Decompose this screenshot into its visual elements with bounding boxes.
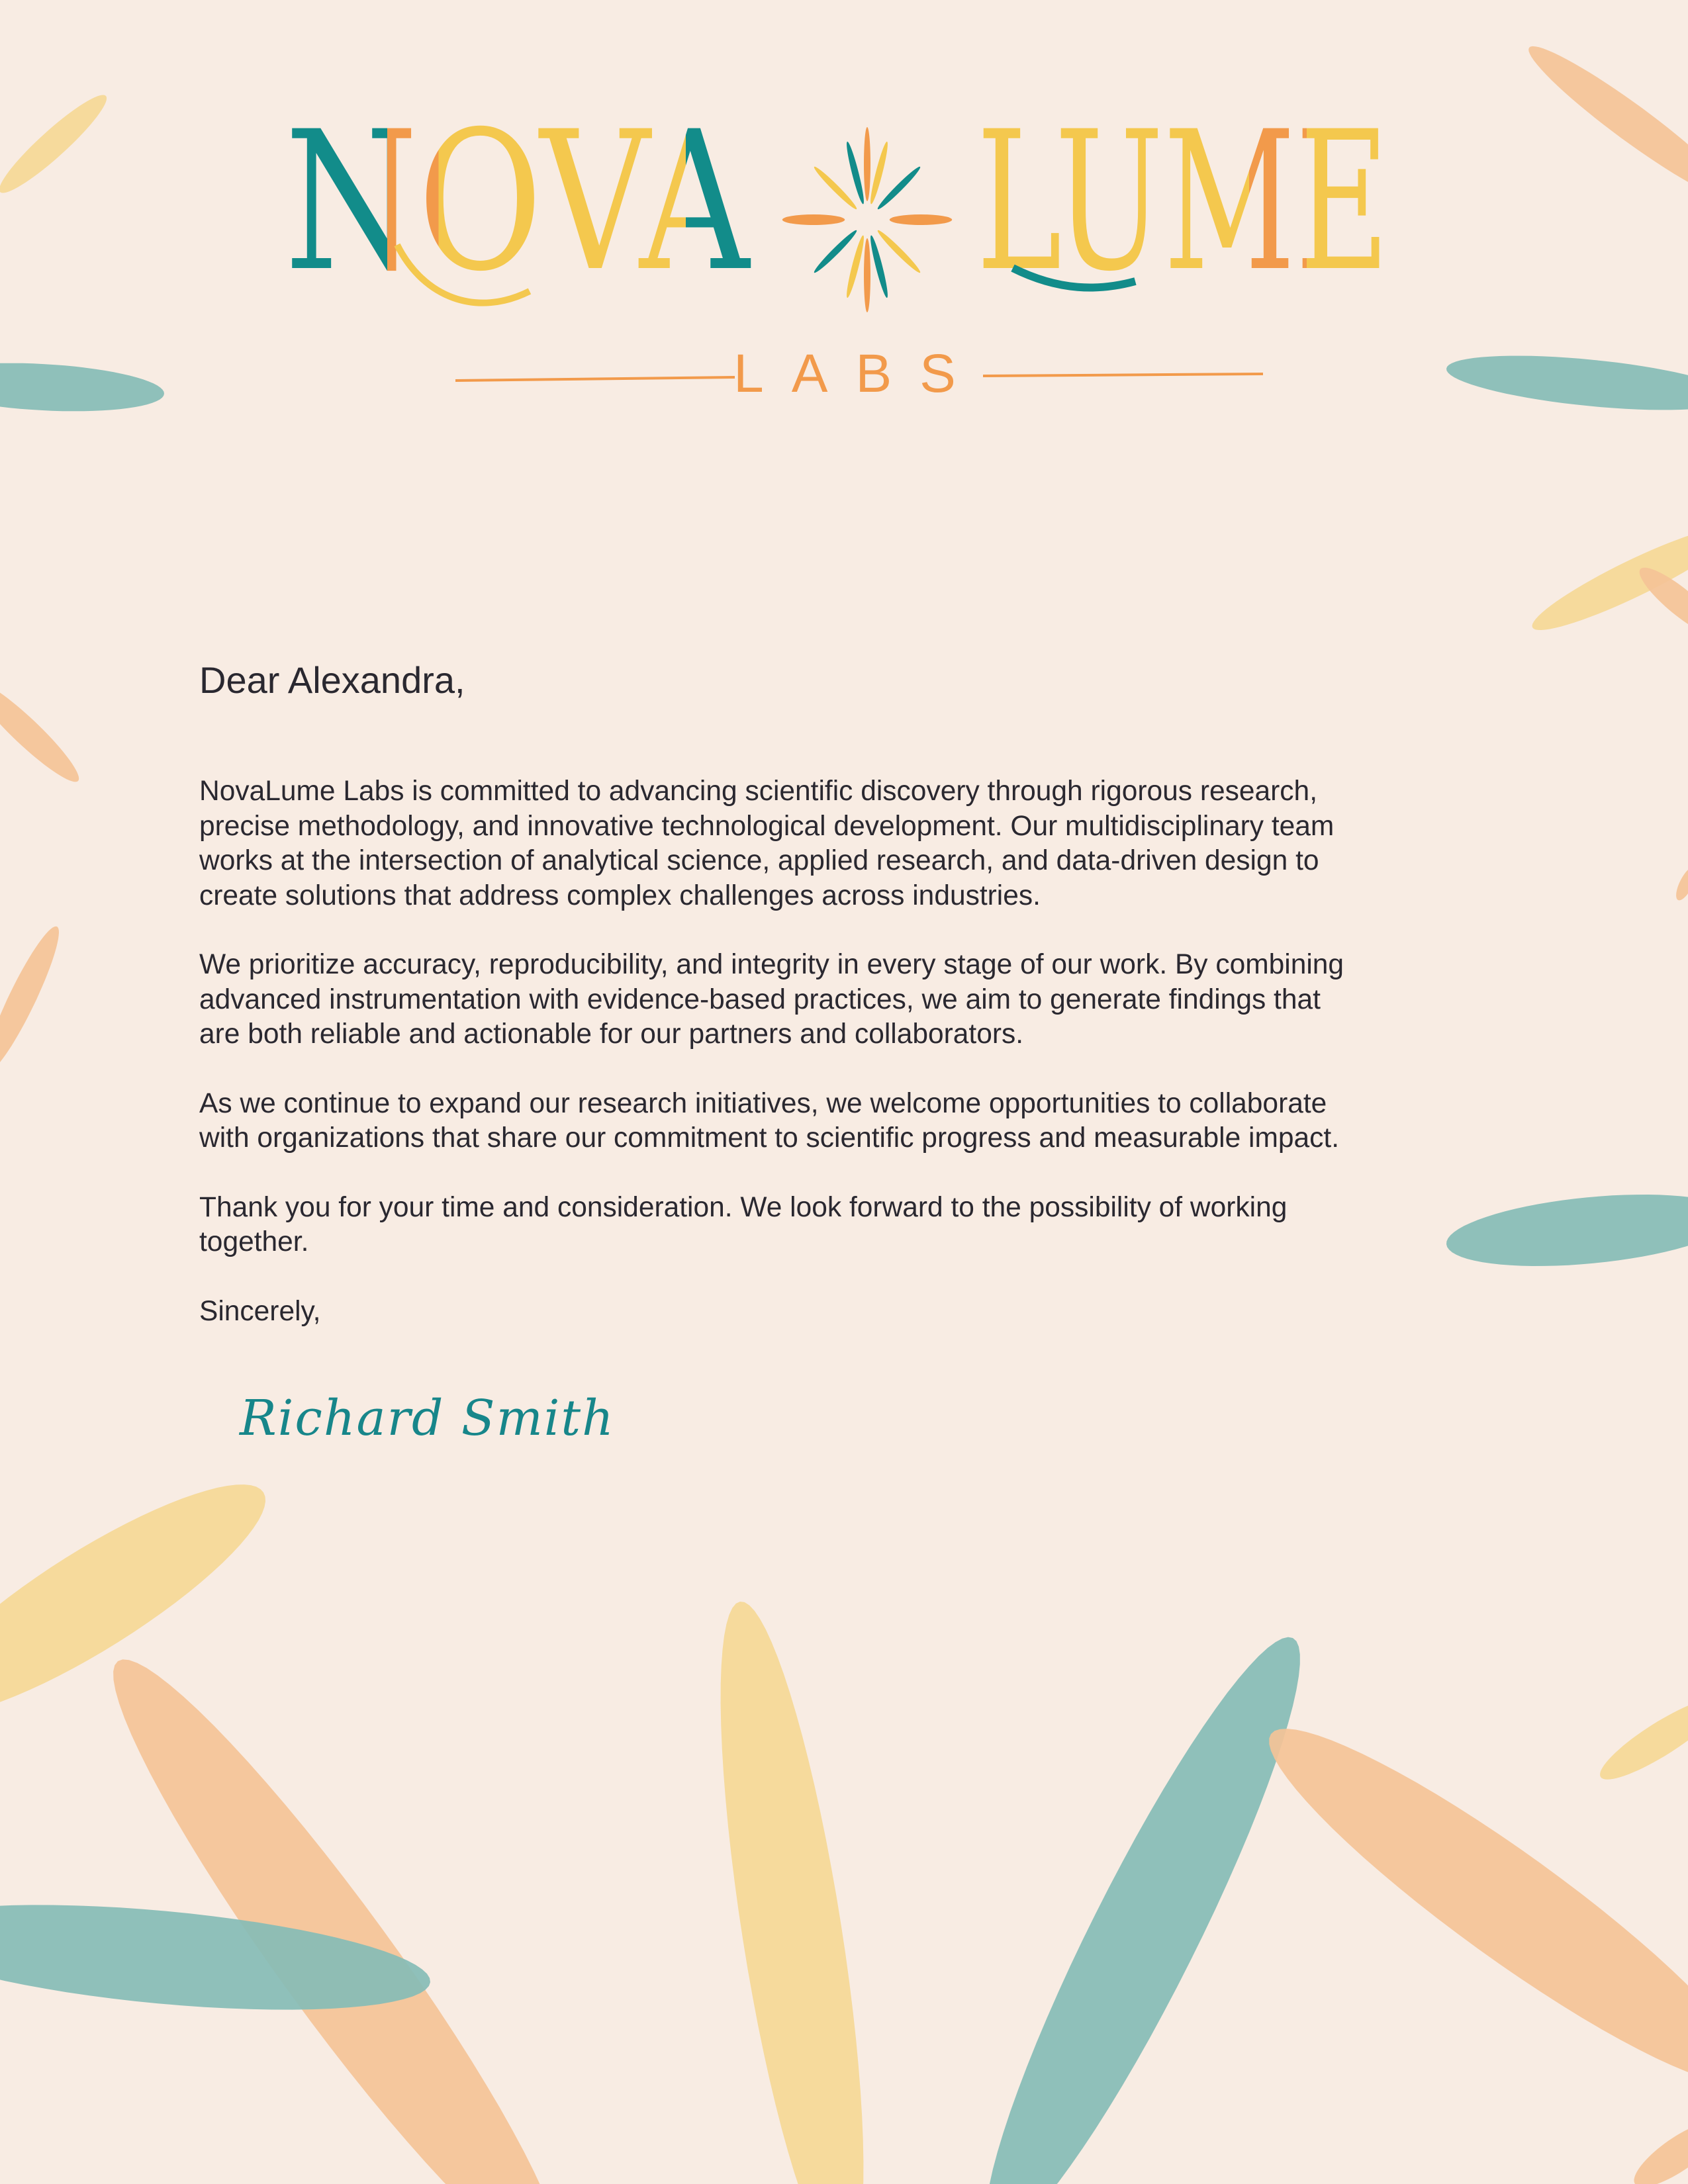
leaf-shape	[721, 1602, 864, 2184]
paragraph-line: Thank you for your time and consideration. We look forward to the possibility of working	[199, 1191, 1288, 1223]
paragraph-line: together.	[199, 1226, 309, 1257]
letter-paragraph-2	[199, 948, 1457, 1052]
leaf-shape	[1269, 1729, 1688, 2072]
letter-paragraph-3	[199, 1087, 1457, 1156]
paragraph-line: works at the intersection of analytical science, applied research, and data-driven design to	[199, 845, 1319, 876]
leaf-shape	[1600, 1706, 1688, 1780]
star-ray	[864, 238, 870, 312]
paragraph-line: As we continue to expand our research initiatives, we welcome opportunities to collaborate	[199, 1087, 1327, 1119]
letter-greeting: Dear Alexandra,	[199, 659, 465, 701]
leaf-shape	[1640, 568, 1688, 624]
star-ray	[868, 141, 890, 205]
logo-subtitle-labs: LABS	[733, 343, 984, 404]
logo-word-nova: NOVA	[285, 91, 751, 314]
paragraph-line: We prioritize accuracy, reproducibility, and integrity in every stage of our work. By combining	[199, 949, 1344, 980]
star-ray	[844, 141, 867, 205]
paragraph-line: NovaLume Labs is committed to advancing scientific discovery through rigorous research,	[199, 776, 1318, 807]
leaf-shape	[1634, 2129, 1688, 2184]
logo-star-icon	[782, 127, 953, 312]
letter-paragraph-4	[199, 1191, 1457, 1260]
leaf-shape	[0, 927, 59, 1062]
logo-word-lume: LUME	[976, 91, 1389, 314]
paragraph-line: create solutions that address complex challenges across industries.	[199, 880, 1041, 911]
paragraph-line: advanced instrumentation with evidence-based practices, we aim to generate findings that	[199, 983, 1321, 1015]
leaf-shape	[990, 1637, 1300, 2184]
star-ray	[890, 214, 953, 225]
star-ray	[868, 234, 890, 298]
star-ray	[844, 234, 867, 298]
leaf-shape	[0, 693, 79, 782]
star-ray	[864, 127, 870, 201]
letter-body	[199, 774, 1457, 1329]
leaf-shape	[1446, 1195, 1688, 1266]
letter-paragraph-1	[199, 774, 1457, 913]
logo-rule-right	[983, 374, 1263, 376]
logo-rule-left	[455, 377, 735, 381]
star-ray	[782, 214, 845, 225]
leaf-shape	[1676, 870, 1688, 900]
letter-closing: Sincerely,	[199, 1295, 321, 1327]
novalume-labs-logo	[0, 0, 1688, 463]
paragraph-line: precise methodology, and innovative technological development. Our multidisciplinary team	[199, 810, 1335, 842]
signature: Richard Smith	[240, 1390, 615, 1447]
paragraph-line: are both reliable and actionable for our partners and collaborators.	[199, 1019, 1024, 1050]
paragraph-line: with organizations that share our commitment to scientific progress and measurable impact.	[199, 1122, 1340, 1154]
